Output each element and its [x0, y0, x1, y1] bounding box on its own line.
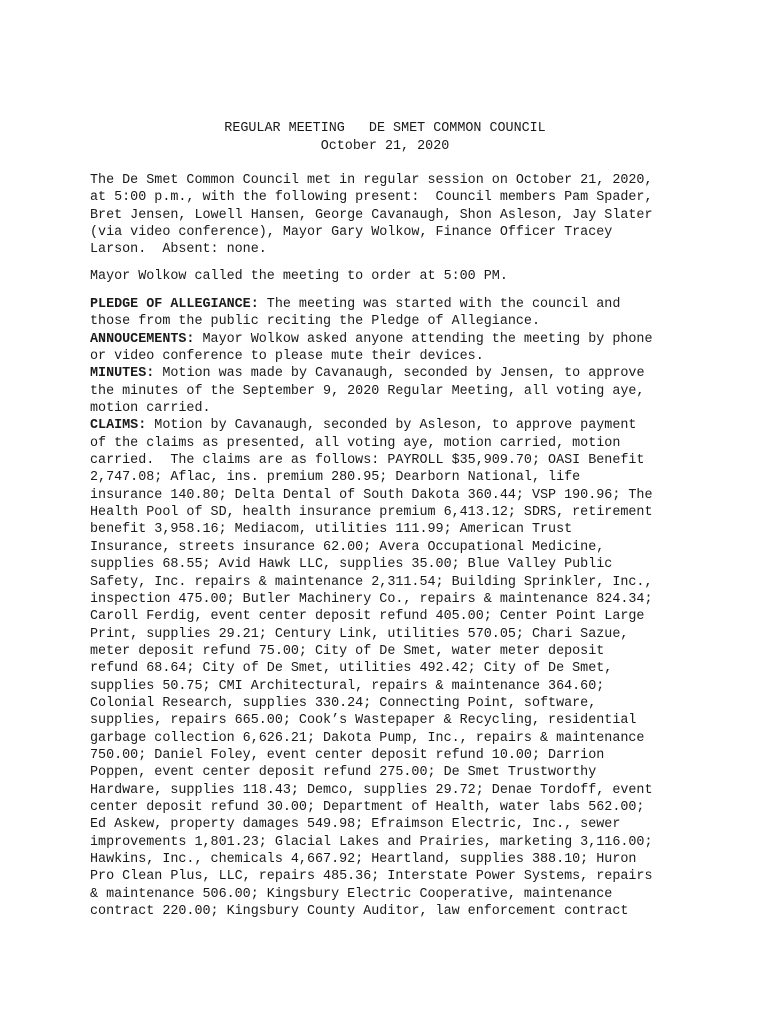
text-line: 2,747.08; Aflac, ins. premium 280.95; Dearborn National, life: [90, 470, 581, 486]
text-line: motion carried.: [90, 401, 211, 417]
text-line: carried. The claims are as follows: PAYROLL $35,909.70; OASI Benefit: [90, 453, 645, 469]
announcements-heading: ANNOUCEMENTS:: [90, 331, 195, 347]
text-line: Mayor Wolkow called the meeting to order at 5:00 PM.: [90, 269, 508, 284]
document-title: REGULAR MEETING DE SMET COMMON COUNCIL: [224, 121, 546, 136]
section-text: Motion by Cavanaugh, seconded by Asleson, to approve payment: [146, 418, 637, 434]
text-line: of the claims as presented, all voting aye, motion carried, motion: [90, 435, 621, 451]
text-line: benefit 3,958.16; Mediacom, utilities 111.99; American Trust: [90, 522, 573, 538]
text-line: meter deposit refund 75.00; City of De Smet, water meter deposit: [90, 643, 605, 659]
text-line: Caroll Ferdig, event center deposit refund 405.00; Center Point Large: [90, 609, 645, 625]
text-line: The De Smet Common Council met in regular session on October 21, 2020,: [90, 173, 653, 188]
text-line: Bret Jensen, Lowell Hansen, George Cavanaugh, Shon Asleson, Jay Slater: [90, 207, 653, 223]
text-line: 750.00; Daniel Foley, event center deposit refund 10.00; Darrion: [90, 747, 605, 763]
section-text: The meeting was started with the council and: [258, 297, 621, 312]
text-line: at 5:00 p.m., with the following present: Council members Pam Spader,: [90, 190, 653, 206]
section-text: Mayor Wolkow asked anyone attending the meeting by phone: [194, 331, 653, 347]
text-line: center deposit refund 30.00; Department of Health, water labs 562.00;: [90, 799, 645, 815]
text-line: & maintenance 506.00; Kingsbury Electric Cooperative, maintenance: [90, 886, 613, 902]
call-to-order-paragraph: [90, 268, 682, 285]
text-line: Insurance, streets insurance 62.00; Avera Occupational Medicine,: [90, 539, 605, 555]
text-line: Print, supplies 29.21; Century Link, utilities 570.05; Chari Sazue,: [90, 626, 629, 642]
text-line: Ed Askew, property damages 549.98; Efraimson Electric, Inc., sewer: [90, 817, 621, 833]
text-line: Health Pool of SD, health insurance premium 6,413.12; SDRS, retirement: [90, 505, 653, 521]
text-line: supplies, repairs 665.00; Cook’s Wastepaper & Recycling, residential: [90, 713, 637, 729]
claims-section-line: [90, 417, 682, 434]
pledge-section-line: [90, 296, 682, 313]
text-line: contract 220.00; Kingsbury County Auditor, law enforcement contract: [90, 904, 629, 920]
minutes-body: [90, 296, 682, 920]
pledge-heading: PLEDGE OF ALLEGIANCE:: [90, 297, 259, 312]
text-line: Poppen, event center deposit refund 275.00; De Smet Trustworthy: [90, 765, 597, 781]
text-line: or video conference to please mute their devices.: [90, 349, 484, 365]
text-line: the minutes of the September 9, 2020 Regular Meeting, all voting aye,: [90, 383, 645, 399]
text-line: Hardware, supplies 118.43; Demco, supplies 29.72; Denae Tordoff, event: [90, 782, 653, 798]
attendance-paragraph: [90, 172, 682, 259]
text-line: refund 68.64; City of De Smet, utilities 492.42; City of De Smet,: [90, 661, 613, 677]
text-line: insurance 140.80; Delta Dental of South Dakota 360.44; VSP 190.96; The: [90, 487, 653, 503]
text-line: Colonial Research, supplies 330.24; Connecting Point, software,: [90, 695, 597, 711]
claims-heading: CLAIMS:: [90, 418, 147, 434]
text-line: Larson. Absent: none.: [90, 242, 267, 258]
text-line: Pro Clean Plus, LLC, repairs 485.36; Interstate Power Systems, repairs: [90, 869, 653, 885]
text-line: Safety, Inc. repairs & maintenance 2,311.54; Building Sprinkler, Inc.,: [90, 574, 653, 590]
text-line: those from the public reciting the Pledge of Allegiance.: [90, 314, 540, 330]
text-line: (via video conference), Mayor Gary Wolkow, Finance Officer Tracey: [90, 225, 613, 241]
text-line: improvements 1,801.23; Glacial Lakes and Prairies, marketing 3,116.00;: [90, 834, 653, 850]
minutes-heading: MINUTES:: [90, 366, 155, 382]
text-line: Hawkins, Inc., chemicals 4,667.92; Heartland, supplies 388.10; Huron: [90, 852, 637, 867]
text-line: inspection 475.00; Butler Machinery Co., repairs & maintenance 824.34;: [90, 591, 653, 607]
text-line: supplies 68.55; Avid Hawk LLC, supplies 35.00; Blue Valley Public: [90, 557, 613, 573]
announcements-section-line: [90, 331, 682, 348]
text-line: garbage collection 6,626.21; Dakota Pump, Inc., repairs & maintenance: [90, 730, 645, 746]
section-text: Motion was made by Cavanaugh, seconded by Jensen, to approve: [154, 366, 645, 382]
meeting-date: October 21, 2020: [320, 138, 450, 154]
text-line: supplies 50.75; CMI Architectural, repairs & maintenance 364.60;: [90, 678, 605, 694]
minutes-section-line: [90, 365, 682, 382]
